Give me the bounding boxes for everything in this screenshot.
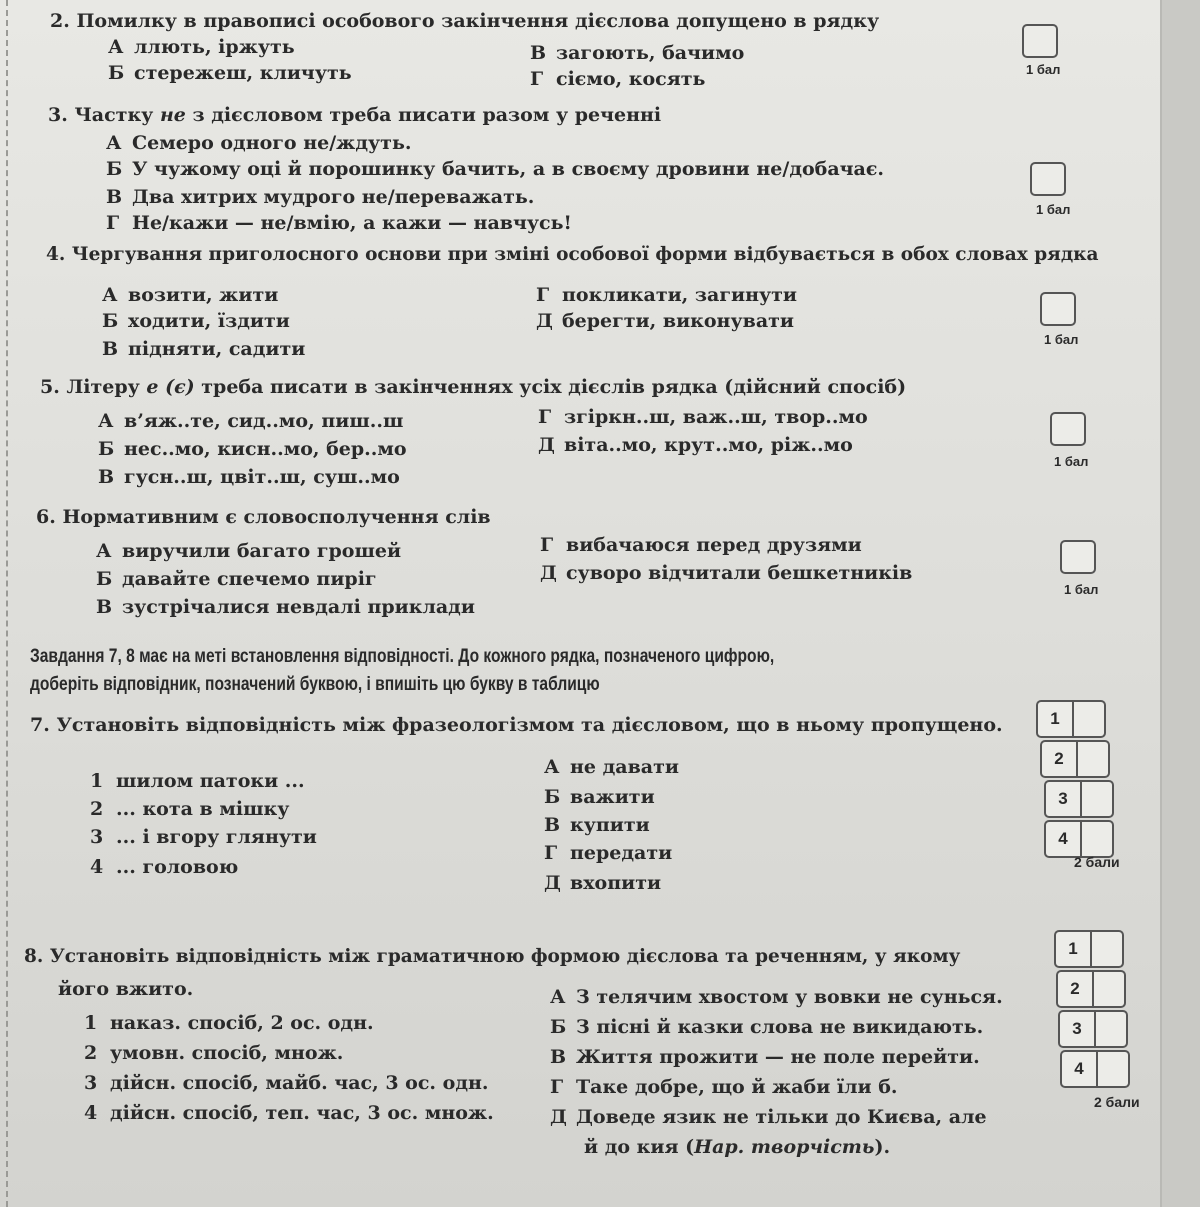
- q7-left-3: 3 ... і вгору глянути: [90, 826, 317, 848]
- q2-option-a: А ллють, іржуть: [108, 36, 295, 58]
- q6-option-d: Д суворо відчитали бешкетників: [540, 562, 913, 584]
- question-6-title: 6. Нормативним є словосполучення слів: [36, 506, 491, 528]
- q3-option-b: Б У чужому оці й порошинку бачить, а в своєму дровини не/добачає.: [106, 158, 885, 180]
- q7-left-1: 1 шилом патоки ...: [90, 770, 305, 792]
- instruction-line-2: доберіть відповідник, позначений буквою, і впишіть цю букву в таблицю: [30, 674, 600, 695]
- q5-points: 1 бал: [1054, 454, 1089, 469]
- q8-left-1: 1 наказ. спосіб, 2 ос. одн.: [84, 1012, 374, 1034]
- q8-grid-row: 1: [1054, 930, 1130, 968]
- q5-option-d: Д віта..мо, крут..мо, ріж..мо: [538, 434, 853, 456]
- q4-points: 1 бал: [1044, 332, 1079, 347]
- q7-right-b: Б важити: [544, 786, 655, 808]
- q6-option-a: А виручили багато грошей: [96, 540, 402, 562]
- q5-option-v: В гусн..ш, цвіт..ш, суш..мо: [98, 466, 400, 488]
- q6-answer-box[interactable]: [1060, 540, 1096, 574]
- q4-answer-box[interactable]: [1040, 292, 1076, 326]
- question-3-title: 3. Частку не з дієсловом треба писати разом у реченні: [48, 104, 662, 126]
- q8-grid-cell-4[interactable]: [1098, 1050, 1130, 1088]
- binding-holes: [6, 0, 12, 1207]
- q3-option-v: В Два хитрих мудрого не/переважать.: [106, 186, 535, 208]
- q8-right-d-continuation: й до кия (Нар. творчість).: [584, 1136, 891, 1158]
- q8-grid-cell-2[interactable]: [1094, 970, 1126, 1008]
- q8-answer-grid: [1054, 930, 1130, 1090]
- q2-option-g: Г сіємо, косять: [530, 68, 706, 90]
- question-8-title-line-2: його вжито.: [58, 978, 194, 1000]
- q6-option-b: Б давайте спечемо пиріг: [96, 568, 377, 590]
- q4-option-a: А возити, жити: [102, 284, 279, 306]
- q7-grid-cell-4[interactable]: [1082, 820, 1114, 858]
- q7-grid-row: 1: [1036, 700, 1114, 738]
- q8-left-3: 3 дійсн. спосіб, майб. час, 3 ос. одн.: [84, 1072, 489, 1094]
- question-2-title: 2. Помилку в правописі особового закінчення дієслова допущено в рядку: [50, 10, 880, 32]
- q7-right-d: Д вхопити: [544, 872, 662, 894]
- q4-option-d: Д берегти, виконувати: [536, 310, 795, 332]
- q3-option-g: Г Не/кажи — не/вмію, а кажи — навчусь!: [106, 212, 572, 234]
- q6-option-g: Г вибачаюся перед друзями: [540, 534, 862, 556]
- q7-grid-cell-1[interactable]: [1074, 700, 1106, 738]
- q8-right-a: А З телячим хвостом у вовки не сунься.: [550, 986, 1003, 1008]
- instruction-line-1: Завдання 7, 8 має на меті встановлення відповідності. До кожного рядка, позначеного цифрою,: [30, 646, 775, 667]
- question-7-title: 7. Установіть відповідність між фразеологізмом та дієсловом, що в ньому пропущено.: [30, 714, 1003, 736]
- q8-points: 2 бали: [1094, 1094, 1140, 1110]
- q2-points: 1 бал: [1026, 62, 1061, 77]
- q2-answer-box[interactable]: [1022, 24, 1058, 58]
- q8-grid-row: 3: [1058, 1010, 1130, 1048]
- q8-left-2: 2 умовн. спосіб, множ.: [84, 1042, 344, 1064]
- q3-option-a: А Семеро одного не/ждуть.: [106, 132, 412, 154]
- q7-grid-row: 4: [1044, 820, 1114, 858]
- q7-grid-cell-3[interactable]: [1082, 780, 1114, 818]
- q2-option-b: Б стережеш, кличуть: [108, 62, 352, 84]
- q5-answer-box[interactable]: [1050, 412, 1086, 446]
- q3-answer-box[interactable]: [1030, 162, 1066, 196]
- q8-right-g: Г Таке добре, що й жаби їли б.: [550, 1076, 898, 1098]
- q5-option-b: Б нес..мо, кисн..мо, бер..мо: [98, 438, 407, 460]
- question-5-title: 5. Літеру е (є) треба писати в закінченнях усіх дієслів рядка (дійсний спосіб): [40, 376, 907, 398]
- q8-grid-cell-1[interactable]: [1092, 930, 1124, 968]
- q5-option-a: А в’яж..те, сид..мо, пиш..ш: [98, 410, 404, 432]
- q8-left-4: 4 дійсн. спосіб, теп. час, 3 ос. множ.: [84, 1102, 494, 1124]
- q7-right-g: Г передати: [544, 842, 673, 864]
- q6-option-v: В зустрічалися невдалі приклади: [96, 596, 475, 618]
- q7-right-v: В купити: [544, 814, 650, 836]
- q7-left-2: 2 ... кота в мішку: [90, 798, 290, 820]
- q8-right-d: Д Доведе язик не тільки до Києва, але: [550, 1106, 987, 1128]
- q4-option-v: В підняти, садити: [102, 338, 306, 360]
- q7-points: 2 бали: [1074, 854, 1120, 870]
- question-4-title: 4. Чергування приголосного основи при зміні особової форми відбувається в обох словах рядка: [46, 244, 1099, 265]
- q8-right-b: Б З пісні й казки слова не викидають.: [550, 1016, 984, 1038]
- q4-option-g: Г покликати, загинути: [536, 284, 798, 306]
- q7-left-4: 4 ... головою: [90, 856, 239, 878]
- question-8-title-line-1: 8. Установіть відповідність між граматичною формою дієслова та реченням, у якому: [24, 946, 961, 967]
- q8-grid-row: 4: [1060, 1050, 1130, 1088]
- q4-option-b: Б ходити, їздити: [102, 310, 290, 332]
- q5-option-g: Г згіркн..ш, важ..ш, твор..мо: [538, 406, 868, 428]
- q8-right-v: В Життя прожити — не поле перейти.: [550, 1046, 980, 1068]
- q8-grid-row: 2: [1056, 970, 1130, 1008]
- q7-grid-row: 2: [1040, 740, 1114, 778]
- q7-answer-grid: [1036, 700, 1114, 860]
- q3-points: 1 бал: [1036, 202, 1071, 217]
- q2-option-v: В загоють, бачимо: [530, 42, 745, 64]
- q7-grid-cell-2[interactable]: [1078, 740, 1110, 778]
- q6-points: 1 бал: [1064, 582, 1099, 597]
- q7-grid-row: 3: [1044, 780, 1114, 818]
- q7-right-a: А не давати: [544, 756, 679, 778]
- q8-grid-cell-3[interactable]: [1096, 1010, 1128, 1048]
- page-edge: [1160, 0, 1200, 1207]
